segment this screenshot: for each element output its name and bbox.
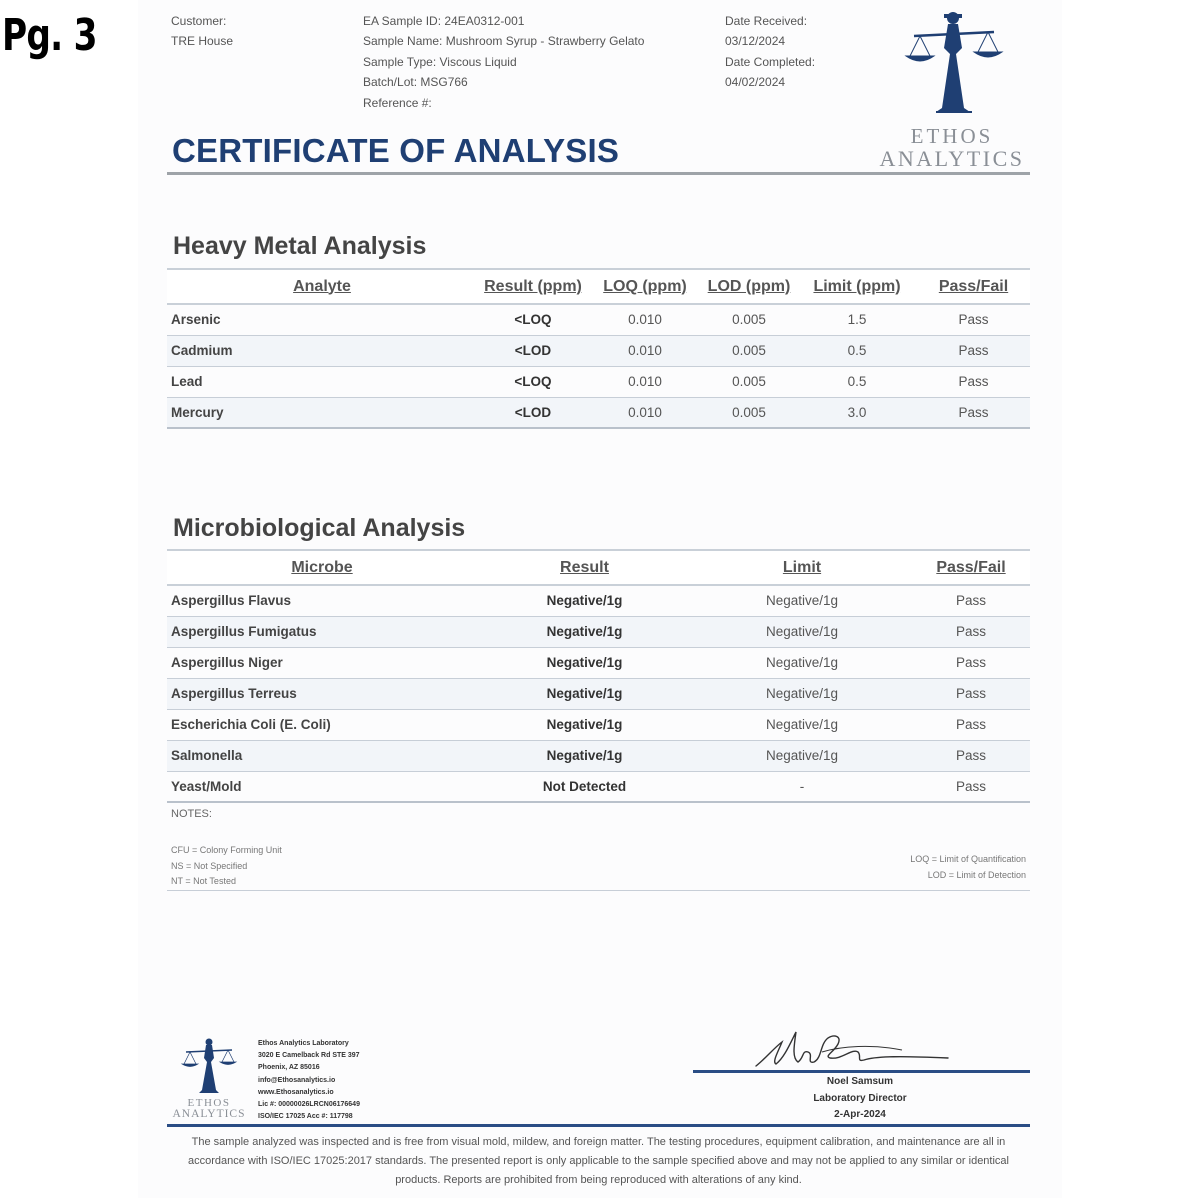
date-completed-label: Date Completed:: [725, 54, 816, 69]
customer-name: TRE House: [171, 34, 234, 49]
sample-type: Sample Type: Viscous Liquid: [363, 54, 517, 69]
limit-cell: -: [692, 771, 912, 802]
sample-info-block: [363, 11, 644, 113]
heavy-metal-title: Heavy Metal Analysis: [173, 232, 427, 260]
address-line: Phoenix, AZ 85016: [258, 1064, 320, 1072]
result-cell: Negative/1g: [477, 616, 692, 647]
table-header-row: [167, 550, 1030, 585]
signer-block: [693, 1074, 1027, 1124]
lab-address: [258, 1038, 360, 1123]
limit-cell: 3.0: [797, 397, 917, 428]
legend-item: NT = Not Tested: [171, 876, 236, 886]
analyte-cell: Mercury: [167, 397, 477, 428]
ethos-logo: [872, 8, 1032, 171]
footer-divider: [167, 1124, 1030, 1127]
customer-block: [171, 11, 233, 52]
column-header: Limit: [692, 550, 912, 585]
disclaimer-text: The sample analyzed was inspected and is free from visual mold, mildew, and foreign matter. The testing procedures, equipment calibration, and maintenance are all in accordance with ISO/IEC 17025:2017 standards. The presented report is only applicable to the sample specified above and may not be applied to any similar or identical products. Reports are prohibited from being reproduced with alterations of any kind.: [187, 1136, 1009, 1186]
legend-item: NS = Not Specified: [171, 860, 248, 871]
legend-item: CFU = Colony Forming Unit: [171, 845, 282, 855]
microbe-cell: Salmonella: [167, 740, 477, 771]
footer-logo-word-ethos: ETHOS: [187, 1097, 231, 1109]
analyte-cell: Arsenic: [167, 304, 477, 335]
date-received-label: Date Received:: [725, 14, 808, 28]
table-row: [167, 678, 1030, 709]
result-cell: <LOQ: [477, 366, 589, 397]
table-row: [167, 709, 1030, 740]
column-header: Pass/Fail: [912, 550, 1030, 585]
address-line: Ethos Analytics Laboratory: [258, 1040, 349, 1047]
lod-cell: 0.005: [701, 304, 797, 335]
logo-word-analytics: ANALYTICS: [879, 146, 1025, 171]
column-header: Result (ppm): [477, 269, 589, 304]
footer-logo-word-analytics: ANALYTICS: [172, 1108, 246, 1120]
column-header: Analyte: [167, 269, 477, 304]
handwritten-signature: [752, 1022, 952, 1072]
result-cell: Not Detected: [477, 771, 692, 802]
signer-title: Laboratory Director: [813, 1092, 907, 1104]
result-cell: <LOD: [477, 397, 589, 428]
microbe-cell: Aspergillus Niger: [167, 647, 477, 678]
pass-fail-cell: Pass: [912, 771, 1030, 802]
footer-logo: [166, 1036, 252, 1122]
microbiological-title: Microbiological Analysis: [173, 514, 466, 542]
table-row: [167, 335, 1030, 366]
microbe-cell: Escherichia Coli (E. Coli): [167, 709, 477, 740]
logo-word-ethos: ETHOS: [910, 124, 994, 148]
column-header: Microbe: [167, 550, 477, 585]
result-cell: Negative/1g: [477, 678, 692, 709]
signed-date: 2-Apr-2024: [834, 1109, 886, 1120]
loq-cell: 0.010: [589, 397, 701, 428]
column-header: Limit (ppm): [797, 269, 917, 304]
lod-cell: 0.005: [701, 397, 797, 428]
table-row: [167, 304, 1030, 335]
batch-lot: Batch/Lot: MSG766: [363, 75, 468, 90]
scales-of-justice-icon: [166, 1036, 252, 1096]
microbe-cell: Aspergillus Flavus: [167, 585, 477, 616]
limit-cell: Negative/1g: [692, 616, 912, 647]
limit-cell: 0.5: [797, 335, 917, 366]
address-line: Lic #: 00000026LRCN06176649: [258, 1101, 360, 1109]
loq-cell: 0.010: [589, 304, 701, 335]
result-cell: Negative/1g: [477, 647, 692, 678]
result-cell: Negative/1g: [477, 585, 692, 616]
dates-block: [725, 11, 815, 93]
reference-number: Reference #:: [363, 95, 432, 110]
pass-fail-cell: Pass: [912, 647, 1030, 678]
table-header-row: [167, 269, 1030, 304]
legend-item: LOQ = Limit of Quantification: [910, 854, 1026, 864]
limit-cell: 1.5: [797, 304, 917, 335]
pass-fail-cell: Pass: [912, 585, 1030, 616]
lod-cell: 0.005: [701, 366, 797, 397]
title-divider: [167, 172, 1030, 175]
heavy-metal-table: [167, 268, 1030, 429]
limit-cell: Negative/1g: [692, 740, 912, 771]
page-title: CERTIFICATE OF ANALYSIS: [172, 132, 620, 169]
sample-name: Sample Name: Mushroom Syrup - Strawberry Gelato: [363, 34, 645, 49]
loq-cell: 0.010: [589, 366, 701, 397]
address-line: 3020 E Camelback Rd STE 397: [258, 1052, 360, 1060]
sample-id: EA Sample ID: 24EA0312-001: [363, 14, 525, 28]
pass-fail-cell: Pass: [912, 678, 1030, 709]
table-row: [167, 616, 1030, 647]
signer-name: Noel Samsum: [826, 1076, 894, 1087]
microbe-cell: Aspergillus Terreus: [167, 678, 477, 709]
result-cell: <LOQ: [477, 304, 589, 335]
result-cell: <LOD: [477, 335, 589, 366]
customer-label: Customer:: [171, 14, 227, 28]
pass-fail-cell: Pass: [912, 740, 1030, 771]
notes-divider: [167, 890, 1030, 891]
limit-cell: 0.5: [797, 366, 917, 397]
notes-label: NOTES:: [171, 808, 212, 820]
pass-fail-cell: Pass: [917, 366, 1030, 397]
column-header: Pass/Fail: [917, 269, 1030, 304]
scales-of-justice-icon: [872, 8, 1032, 120]
abbreviation-legend-right: [910, 852, 1026, 883]
pass-fail-cell: Pass: [917, 335, 1030, 366]
table-row: [167, 366, 1030, 397]
pass-fail-cell: Pass: [912, 616, 1030, 647]
pass-fail-cell: Pass: [917, 397, 1030, 428]
result-cell: Negative/1g: [477, 709, 692, 740]
limit-cell: Negative/1g: [692, 647, 912, 678]
address-line: info@Ethosanalytics.io: [258, 1076, 336, 1084]
table-row: [167, 740, 1030, 771]
limit-cell: Negative/1g: [692, 709, 912, 740]
limit-cell: Negative/1g: [692, 585, 912, 616]
column-header: Result: [477, 550, 692, 585]
page-number-label: Pg. 3: [2, 10, 97, 61]
address-line: www.Ethosanalytics.io: [258, 1088, 334, 1096]
analyte-cell: Cadmium: [167, 335, 477, 366]
legend-item: LOD = Limit of Detection: [927, 869, 1026, 880]
date-received: 03/12/2024: [725, 34, 786, 49]
result-cell: Negative/1g: [477, 740, 692, 771]
lod-cell: 0.005: [701, 335, 797, 366]
table-row: [167, 397, 1030, 428]
limit-cell: Negative/1g: [692, 678, 912, 709]
table-row: [167, 771, 1030, 802]
microbe-cell: Yeast/Mold: [167, 771, 477, 802]
pass-fail-cell: Pass: [912, 709, 1030, 740]
address-line: ISO/IEC 17025 Acc #: 117798: [258, 1113, 353, 1121]
date-completed: 04/02/2024: [725, 75, 786, 90]
microbe-cell: Aspergillus Fumigatus: [167, 616, 477, 647]
signature-line: [693, 1070, 1030, 1073]
table-row: [167, 585, 1030, 616]
pass-fail-cell: Pass: [917, 304, 1030, 335]
abbreviation-legend-left: [171, 843, 282, 890]
table-row: [167, 647, 1030, 678]
column-header: LOD (ppm): [701, 269, 797, 304]
column-header: LOQ (ppm): [589, 269, 701, 304]
analyte-cell: Lead: [167, 366, 477, 397]
microbiological-table: [167, 549, 1030, 803]
loq-cell: 0.010: [589, 335, 701, 366]
